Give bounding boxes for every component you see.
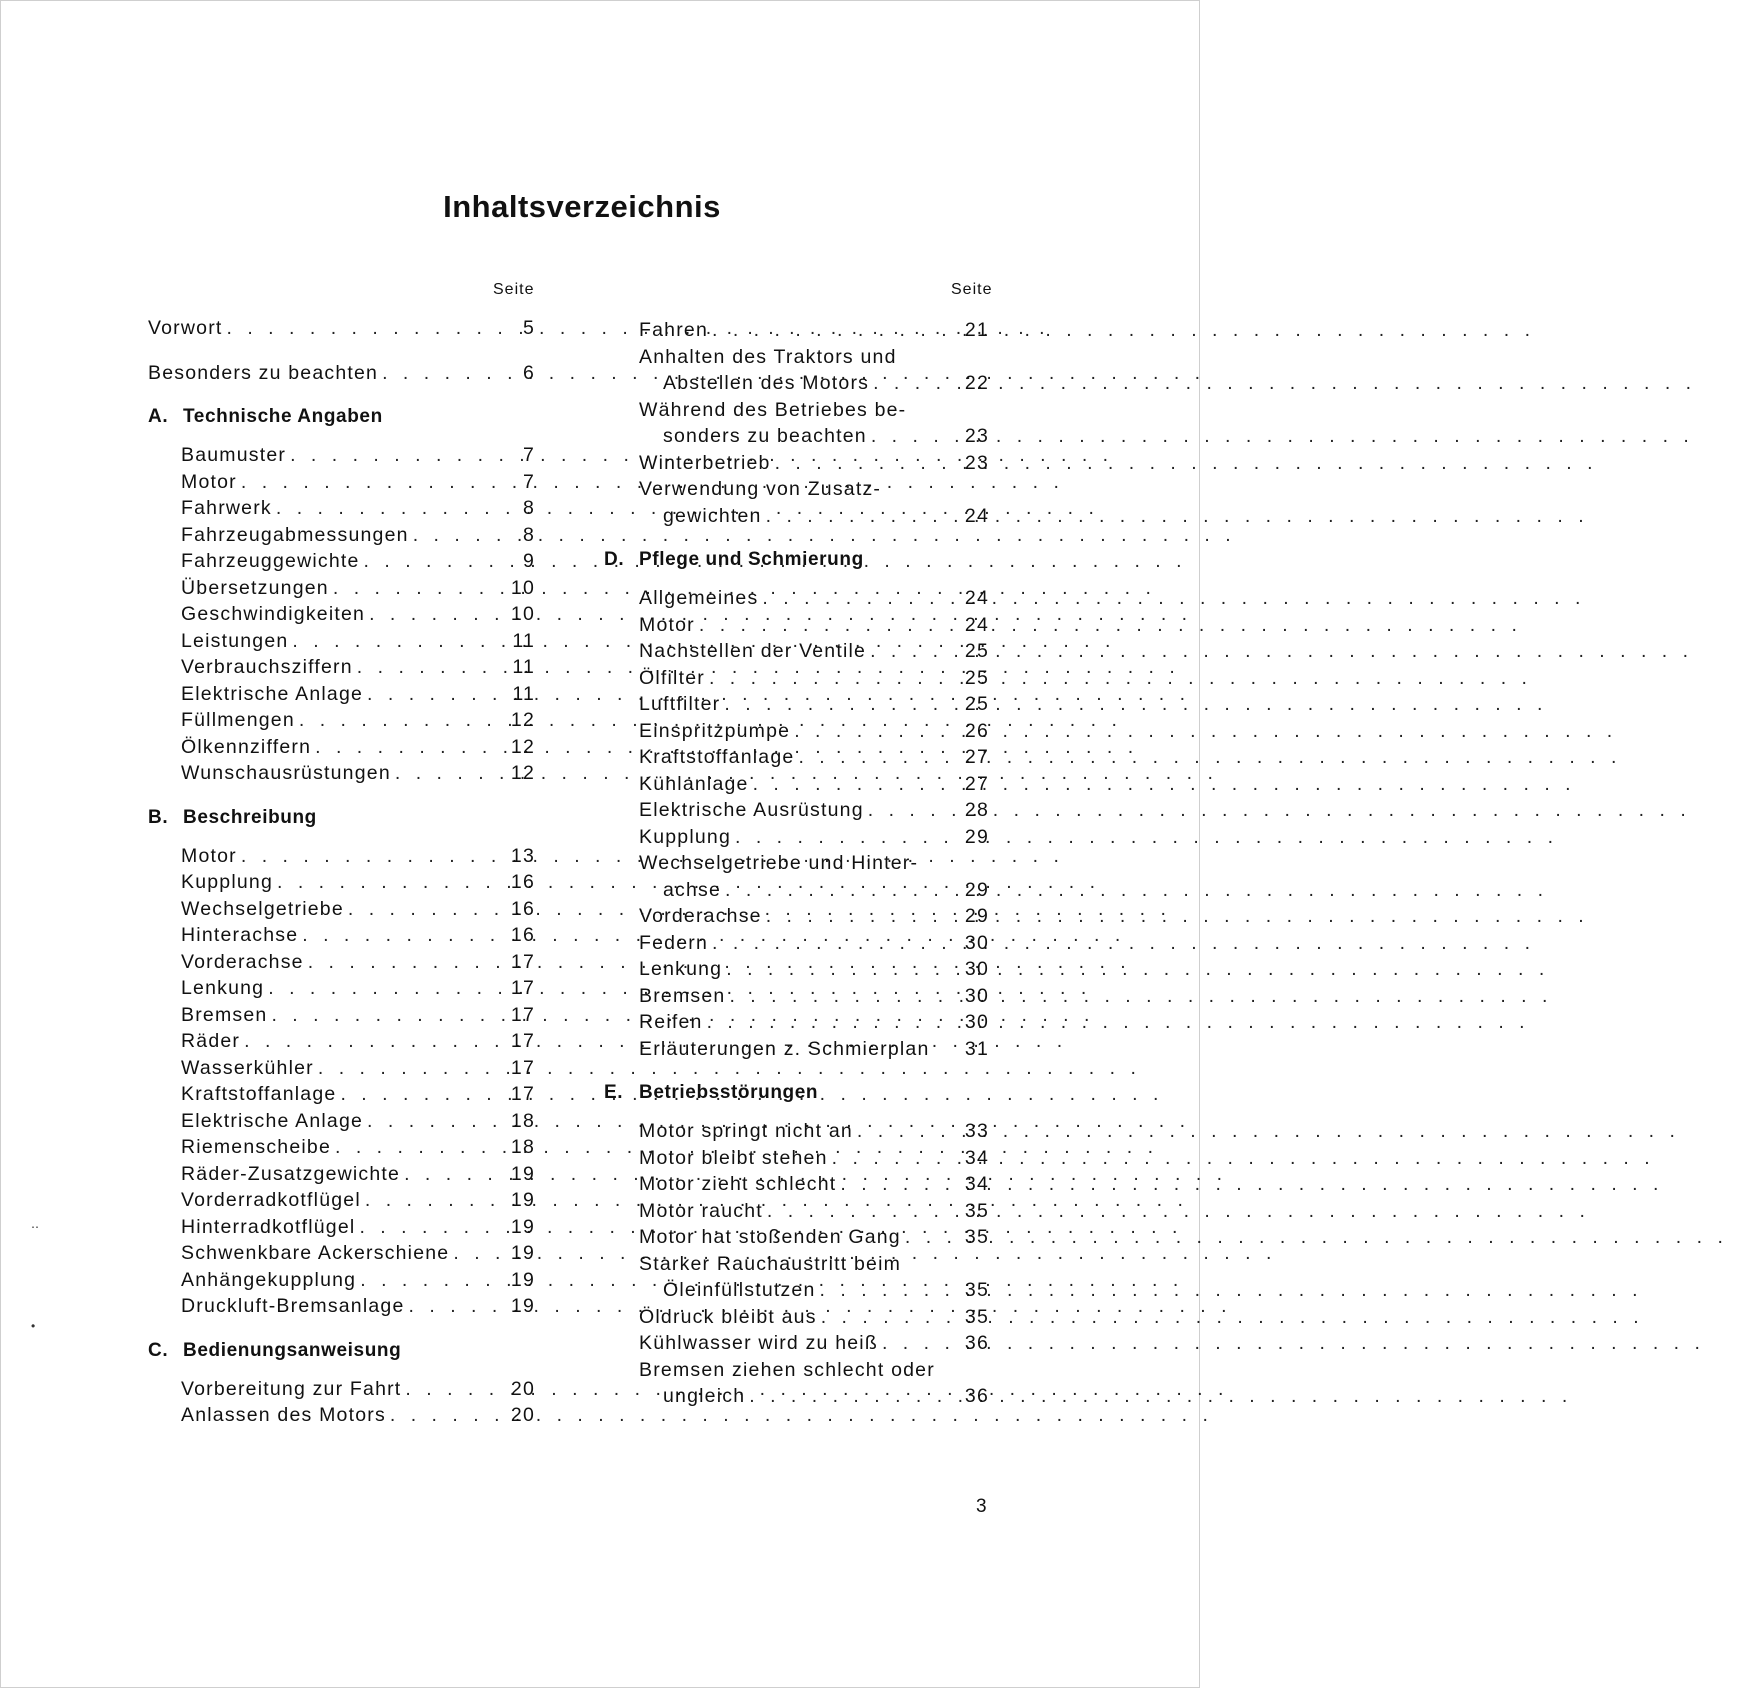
- toc-entry[interactable]: [181, 683, 535, 710]
- toc-entry-label: Fahrzeugabmessungen: [181, 523, 409, 546]
- toc-entry[interactable]: [639, 826, 989, 853]
- dot-leader: [836, 1173, 959, 1196]
- dot-leader: [878, 1332, 959, 1355]
- toc-entry-page: 17: [510, 950, 535, 973]
- toc-entry[interactable]: [639, 1279, 989, 1306]
- toc-entry-page: 17: [510, 1056, 535, 1079]
- toc-entry-label: Kühlwasser wird zu heiß: [639, 1332, 878, 1354]
- toc-entry-label: Fahren: [639, 319, 708, 341]
- toc-entry-label: Motor: [639, 613, 695, 636]
- toc-entry[interactable]: [639, 932, 989, 959]
- dot-leader: [762, 505, 959, 528]
- toc-entry-label: Bremsen: [639, 984, 726, 1007]
- scan-mark: ‥: [31, 1217, 40, 1231]
- section-heading[interactable]: [604, 549, 989, 575]
- toc-entry[interactable]: [639, 425, 989, 452]
- toc-entry-page: 34: [964, 1146, 989, 1169]
- toc-entry[interactable]: [639, 720, 989, 747]
- toc-entry[interactable]: [148, 317, 535, 344]
- dot-leader: [336, 1083, 505, 1106]
- toc-entry-page: 33: [964, 1120, 989, 1142]
- toc-entry-label: Öldruck bleibt aus: [639, 1305, 817, 1328]
- toc-entry-label: Lenkung: [639, 958, 723, 980]
- toc-entry[interactable]: [181, 736, 535, 763]
- toc-entry[interactable]: [181, 1216, 535, 1243]
- toc-entry-page: 22: [964, 372, 989, 394]
- toc-entry-page: 29: [964, 878, 989, 901]
- dot-leader: [720, 693, 959, 716]
- dot-leader: [356, 1269, 505, 1292]
- toc-entry-label: Elektrische Anlage: [181, 682, 364, 705]
- toc-entry-page: 16: [510, 871, 535, 893]
- toc-entry-label: Allgemeines: [639, 587, 759, 609]
- toc-entry[interactable]: [639, 1147, 989, 1174]
- dot-leader: [363, 683, 505, 706]
- toc-entry-label: Elektrische Ausrüstung: [639, 799, 864, 821]
- dot-leader: [386, 1404, 505, 1427]
- toc-entry-label: Hinterachse: [181, 924, 299, 946]
- toc-entry[interactable]: [181, 924, 535, 951]
- toc-entry[interactable]: [639, 372, 989, 399]
- right-column-header: Seite: [951, 281, 993, 298]
- toc-entry[interactable]: [181, 898, 535, 925]
- toc-entry-page: 18: [510, 1109, 535, 1132]
- toc-entry-page: 17: [510, 1030, 535, 1052]
- section-title: Technische Angaben: [183, 406, 383, 427]
- dot-leader: [409, 524, 505, 547]
- toc-entry[interactable]: [639, 905, 989, 932]
- toc-entry-page: 26: [964, 719, 989, 742]
- dot-leader: [298, 924, 505, 947]
- toc-entry-label: Motor: [181, 844, 237, 867]
- dot-leader: [866, 640, 959, 663]
- section-title: Beschreibung: [183, 806, 317, 828]
- dot-leader: [288, 630, 505, 653]
- toc-entry[interactable]: [639, 773, 989, 800]
- toc-entry-page: 30: [964, 1011, 989, 1033]
- page-number: 3: [976, 1496, 987, 1517]
- toc-entry-page: 25: [964, 666, 989, 689]
- toc-entry-page: 27: [964, 746, 989, 768]
- toc-entry-page: 23: [964, 451, 989, 474]
- dot-leader: [267, 1004, 505, 1027]
- toc-entry-label: Räder: [181, 1030, 241, 1052]
- toc-entry-page: 12: [510, 762, 535, 784]
- section-letter: E.: [604, 1082, 624, 1103]
- toc-entry-line[interactable]: Während des Betriebes be-: [639, 398, 907, 421]
- toc-entry-line[interactable]: Wechselgetriebe und Hinter-: [639, 852, 919, 874]
- toc-entry-page: 5: [522, 317, 535, 339]
- toc-entry-label: Kühlanlage: [639, 772, 749, 795]
- toc-entry[interactable]: [181, 497, 535, 524]
- toc-entry-page: 19: [510, 1268, 535, 1291]
- toc-entry-page: 13: [510, 844, 535, 867]
- dot-leader: [355, 1216, 505, 1239]
- dot-leader: [745, 1385, 959, 1408]
- toc-entry-page: 10: [510, 576, 535, 599]
- section-title: Bedienungsanweisung: [183, 1339, 402, 1361]
- dot-leader: [749, 773, 959, 796]
- dot-leader: [828, 1147, 959, 1170]
- section-heading[interactable]: [604, 1082, 989, 1108]
- dot-leader: [240, 1030, 505, 1053]
- toc-entry[interactable]: [181, 471, 535, 498]
- toc-entry-label: Vorbereitung zur Fahrt: [181, 1377, 402, 1400]
- toc-entry[interactable]: [639, 1226, 989, 1253]
- toc-entry-label: Ölkennziffern: [181, 735, 312, 758]
- toc-entry-label: Wasserkühler: [181, 1056, 314, 1079]
- toc-entry-label: Lenkung: [181, 977, 265, 999]
- dot-leader: [695, 614, 959, 637]
- dot-leader: [794, 746, 959, 769]
- toc-entry-label: Luftfilter: [639, 693, 721, 715]
- dot-leader: [721, 879, 959, 902]
- toc-entry-label: Reifen: [639, 1011, 703, 1033]
- dot-leader: [790, 720, 959, 743]
- toc-entry-label: Vorderradkotflügel: [181, 1189, 361, 1211]
- toc-entry[interactable]: [181, 1404, 535, 1431]
- dot-leader: [401, 1378, 505, 1401]
- dot-leader: [264, 977, 505, 1000]
- toc-entry[interactable]: [181, 1030, 535, 1057]
- toc-entry-label: Verbrauchsziffern: [181, 656, 353, 678]
- toc-entry-page: 19: [510, 1295, 535, 1317]
- toc-entry-page: 30: [964, 958, 989, 980]
- toc-entry-page: 17: [510, 977, 535, 999]
- toc-entry[interactable]: [639, 1120, 989, 1147]
- toc-entry-page: 29: [964, 905, 989, 927]
- toc-entry-label: Leistungen: [181, 629, 289, 652]
- toc-entry[interactable]: [181, 577, 535, 604]
- toc-entry[interactable]: [181, 762, 535, 789]
- section-title: Betriebsstörungen: [639, 1082, 819, 1103]
- toc-entry-line[interactable]: Anhalten des Traktors und: [639, 345, 897, 368]
- toc-entry-label: Baumuster: [181, 444, 287, 466]
- toc-entry-label: gewichten: [663, 504, 762, 527]
- dot-leader: [449, 1242, 505, 1265]
- toc-entry[interactable]: [181, 603, 535, 630]
- toc-entry[interactable]: [181, 871, 535, 898]
- toc-entry-page: 29: [964, 825, 989, 848]
- dot-leader: [705, 667, 959, 690]
- toc-entry[interactable]: [181, 1136, 535, 1163]
- dot-leader: [817, 1306, 959, 1329]
- dot-leader: [391, 762, 505, 785]
- toc-entry-page: 19: [510, 1162, 535, 1185]
- toc-entry-page: 35: [964, 1226, 989, 1248]
- toc-entry[interactable]: [639, 667, 989, 694]
- toc-entry-page: 36: [964, 1385, 989, 1407]
- toc-entry-label: Anlassen des Motors: [181, 1404, 386, 1426]
- toc-entry[interactable]: [639, 746, 989, 773]
- toc-entry-label: Nachstellen der Ventile: [639, 640, 867, 662]
- toc-entry-page: 17: [510, 1083, 535, 1105]
- toc-entry[interactable]: [181, 1269, 535, 1296]
- toc-entry-page: 11: [512, 656, 535, 678]
- left-column-header: Seite: [493, 281, 535, 298]
- toc-entry-label: Öleinfüllstutzen: [663, 1279, 816, 1301]
- toc-entry[interactable]: [639, 1332, 989, 1359]
- toc-entry-label: Abstellen des Motors: [663, 372, 870, 394]
- toc-entry-line[interactable]: Bremsen ziehen schlecht oder: [639, 1358, 935, 1381]
- dot-leader: [722, 958, 959, 981]
- toc-entry-page: 18: [510, 1136, 535, 1158]
- toc-entry-label: Übersetzungen: [181, 576, 329, 599]
- toc-entry[interactable]: [181, 550, 535, 577]
- section-heading[interactable]: [148, 1340, 535, 1366]
- toc-entry[interactable]: [181, 1163, 535, 1190]
- toc-entry-label: Geschwindigkeiten: [181, 603, 366, 625]
- toc-entry[interactable]: [181, 444, 535, 471]
- dot-leader: [869, 372, 959, 395]
- dot-leader: [378, 362, 505, 385]
- toc-entry-page: 20: [510, 1404, 535, 1426]
- toc-entry-label: Räder-Zusatzgewichte: [181, 1162, 401, 1185]
- toc-entry-page: 16: [510, 897, 535, 920]
- section-letter: A.: [148, 406, 169, 427]
- toc-entry-label: Besonders zu beachten: [148, 361, 379, 384]
- toc-entry-line[interactable]: Verwendung von Zusatz-: [639, 478, 882, 500]
- toc-entry-page: 30: [964, 984, 989, 1007]
- dot-leader: [314, 1057, 505, 1080]
- toc-entry[interactable]: [639, 505, 989, 532]
- toc-entry-label: Kraftstoffanlage: [639, 746, 795, 768]
- toc-entry-page: 12: [510, 709, 535, 731]
- toc-entry[interactable]: [639, 1200, 989, 1227]
- dot-leader: [725, 985, 959, 1008]
- dot-leader: [901, 1226, 959, 1249]
- dot-leader: [853, 1120, 959, 1143]
- toc-entry[interactable]: [639, 799, 989, 826]
- section-heading[interactable]: [148, 406, 535, 432]
- toc-entry-page: 34: [964, 1173, 989, 1195]
- toc-entry[interactable]: [639, 1011, 989, 1038]
- toc-entry-label: Schwenkbare Ackerschiene: [181, 1242, 450, 1264]
- toc-entry[interactable]: [639, 1038, 989, 1065]
- toc-entry-page: 7: [522, 470, 535, 493]
- toc-entry-page: 12: [510, 735, 535, 758]
- scan-mark: •: [31, 1319, 36, 1333]
- toc-entry[interactable]: [639, 879, 989, 906]
- toc-entry[interactable]: [181, 1189, 535, 1216]
- toc-entry-label: Erläuterungen z. Schmierplan: [639, 1037, 930, 1060]
- toc-entry[interactable]: [639, 693, 989, 720]
- toc-entry[interactable]: [639, 614, 989, 641]
- dot-leader: [311, 736, 505, 759]
- toc-entry[interactable]: [181, 977, 535, 1004]
- dot-leader: [353, 656, 505, 679]
- toc-entry-page: 25: [964, 640, 989, 662]
- toc-entry-page: 30: [964, 931, 989, 954]
- toc-entry-page: 17: [510, 1003, 535, 1026]
- page-title: Inhaltsverzeichnis: [443, 189, 721, 224]
- dot-leader: [703, 1011, 959, 1034]
- toc-entry[interactable]: [181, 524, 535, 551]
- toc-entry-label: Motor hat stoßenden Gang: [639, 1226, 901, 1248]
- toc-entry-label: Einspritzpumpe: [639, 719, 791, 742]
- toc-entry-page: 7: [522, 444, 535, 466]
- toc-entry-page: 24: [964, 613, 989, 636]
- toc-entry-label: achse: [663, 878, 722, 901]
- toc-entry-page: 19: [510, 1189, 535, 1211]
- dot-leader: [237, 845, 505, 868]
- toc-entry[interactable]: [639, 985, 989, 1012]
- dot-leader: [363, 1110, 505, 1133]
- dot-leader: [365, 603, 505, 626]
- dot-leader: [286, 444, 505, 467]
- toc-entry-label: Vorwort: [148, 317, 223, 339]
- toc-entry[interactable]: [639, 1385, 989, 1412]
- toc-entry[interactable]: [181, 845, 535, 872]
- dot-leader: [331, 1136, 505, 1159]
- toc-entry-label: Riemenscheibe: [181, 1136, 332, 1158]
- toc-entry-label: Hinterradkotflügel: [181, 1215, 356, 1238]
- toc-right-column: [604, 319, 989, 1412]
- section-entries: [148, 1378, 535, 1431]
- dot-leader: [237, 471, 505, 494]
- toc-entry-page: 24: [964, 504, 989, 527]
- toc-entry[interactable]: [639, 640, 989, 667]
- dot-leader: [708, 319, 959, 342]
- dot-leader: [867, 425, 959, 448]
- dot-leader: [329, 577, 505, 600]
- toc-entry[interactable]: [148, 362, 535, 389]
- toc-entry-page: 11: [512, 682, 535, 705]
- toc-entry-label: Winterbetrieb: [639, 451, 771, 474]
- toc-entry-label: Füllmengen: [181, 709, 295, 731]
- section-entries: [148, 845, 535, 1322]
- toc-entry-label: Bremsen: [181, 1003, 268, 1026]
- toc-entry-label: Wunschausrüstungen: [181, 762, 391, 784]
- toc-entry-label: Motor: [181, 470, 237, 493]
- toc-entry[interactable]: [181, 1083, 535, 1110]
- toc-entry-page: 28: [964, 799, 989, 821]
- section-title: Pflege und Schmierung: [639, 549, 864, 570]
- dot-leader: [758, 587, 959, 610]
- toc-entry-page: 16: [510, 924, 535, 946]
- toc-entry-label: Fahrzeuggewichte: [181, 550, 360, 572]
- toc-entry-page: 31: [964, 1037, 989, 1060]
- dot-leader: [762, 905, 959, 928]
- toc-left-column: [148, 317, 535, 1431]
- toc-entry[interactable]: [181, 1110, 535, 1137]
- toc-entry-page: 25: [964, 693, 989, 715]
- dot-leader: [361, 1189, 505, 1212]
- toc-entry-page: 27: [964, 772, 989, 795]
- toc-entry-label: Motor springt nicht an: [639, 1120, 853, 1142]
- toc-entry[interactable]: [181, 1295, 535, 1322]
- toc-entry[interactable]: [639, 319, 989, 346]
- toc-entry-page: 35: [964, 1199, 989, 1222]
- toc-entry-label: Motor raucht: [639, 1199, 763, 1222]
- toc-entry-page: 8: [522, 523, 535, 546]
- toc-entry-label: Wechselgetriebe: [181, 897, 344, 920]
- toc-entry-label: Kupplung: [639, 825, 732, 848]
- toc-entry[interactable]: [181, 951, 535, 978]
- dot-leader: [344, 898, 505, 921]
- toc-entry-label: Motor bleibt stehen: [639, 1146, 828, 1169]
- toc-entry-label: Kraftstoffanlage: [181, 1083, 337, 1105]
- dot-leader: [272, 497, 505, 520]
- toc-entry-label: Motor zieht schlecht: [639, 1173, 837, 1195]
- dot-leader: [816, 1279, 959, 1302]
- dot-leader: [405, 1295, 505, 1318]
- dot-leader: [295, 709, 505, 732]
- toc-entry-label: Vorderachse: [181, 950, 304, 973]
- dot-leader: [731, 826, 959, 849]
- toc-entry-label: Federn: [639, 931, 708, 954]
- toc-entry-page: 8: [522, 497, 535, 519]
- toc-entry[interactable]: [639, 958, 989, 985]
- toc-entry-label: sonders zu beachten: [663, 425, 867, 447]
- dot-leader: [864, 799, 959, 822]
- dot-leader: [223, 317, 505, 340]
- toc-entry-label: Kupplung: [181, 871, 274, 893]
- dot-leader: [763, 1200, 959, 1223]
- toc-entry-label: Fahrwerk: [181, 497, 272, 519]
- toc-entry[interactable]: [639, 452, 989, 479]
- toc-entry[interactable]: [181, 630, 535, 657]
- toc-entry-page: 35: [964, 1305, 989, 1328]
- toc-entry[interactable]: [181, 709, 535, 736]
- section-letter: B.: [148, 806, 169, 828]
- toc-entry-page: 35: [964, 1279, 989, 1301]
- section-letter: C.: [148, 1339, 169, 1361]
- toc-entry-page: 20: [510, 1377, 535, 1400]
- toc-entry-page: 9: [522, 550, 535, 572]
- toc-entry[interactable]: [181, 1004, 535, 1031]
- toc-entry-page: 11: [512, 629, 535, 652]
- toc-entry-label: ungleich: [663, 1385, 746, 1407]
- dot-leader: [708, 932, 959, 955]
- toc-entry-page: 21: [964, 319, 989, 341]
- toc-entry[interactable]: [181, 1242, 535, 1269]
- toc-entry-label: Ölfilter: [639, 666, 705, 689]
- toc-entry[interactable]: [639, 1173, 989, 1200]
- toc-entry-page: 6: [522, 361, 535, 384]
- toc-entry-page: 36: [964, 1332, 989, 1354]
- toc-entry-label: Vorderachse: [639, 905, 762, 927]
- toc-entry[interactable]: [181, 656, 535, 683]
- section-entries: [148, 444, 535, 789]
- toc-entry-page: 19: [510, 1215, 535, 1238]
- toc-entry-page: 23: [964, 425, 989, 447]
- toc-entry-line[interactable]: Starker Rauchaustritt beim: [639, 1252, 902, 1275]
- toc-entry[interactable]: [181, 1057, 535, 1084]
- toc-entry[interactable]: [639, 1306, 989, 1333]
- dot-leader: [304, 951, 505, 974]
- toc-entry-label: Elektrische Anlage: [181, 1109, 364, 1132]
- dot-leader: [400, 1163, 505, 1186]
- toc-entry-label: Druckluft-Bremsanlage: [181, 1295, 405, 1317]
- toc-entry[interactable]: [181, 1378, 535, 1405]
- toc-entry-page: 10: [510, 603, 535, 625]
- section-letter: D.: [604, 549, 625, 570]
- dot-leader: [771, 452, 959, 475]
- toc-entry-page: 19: [510, 1242, 535, 1264]
- dot-leader: [273, 871, 505, 894]
- dot-leader: [360, 550, 505, 573]
- toc-entry-page: 24: [964, 587, 989, 609]
- toc-entry[interactable]: [639, 587, 989, 614]
- toc-entry-label: Anhängekupplung: [181, 1268, 357, 1291]
- section-heading[interactable]: [148, 807, 535, 833]
